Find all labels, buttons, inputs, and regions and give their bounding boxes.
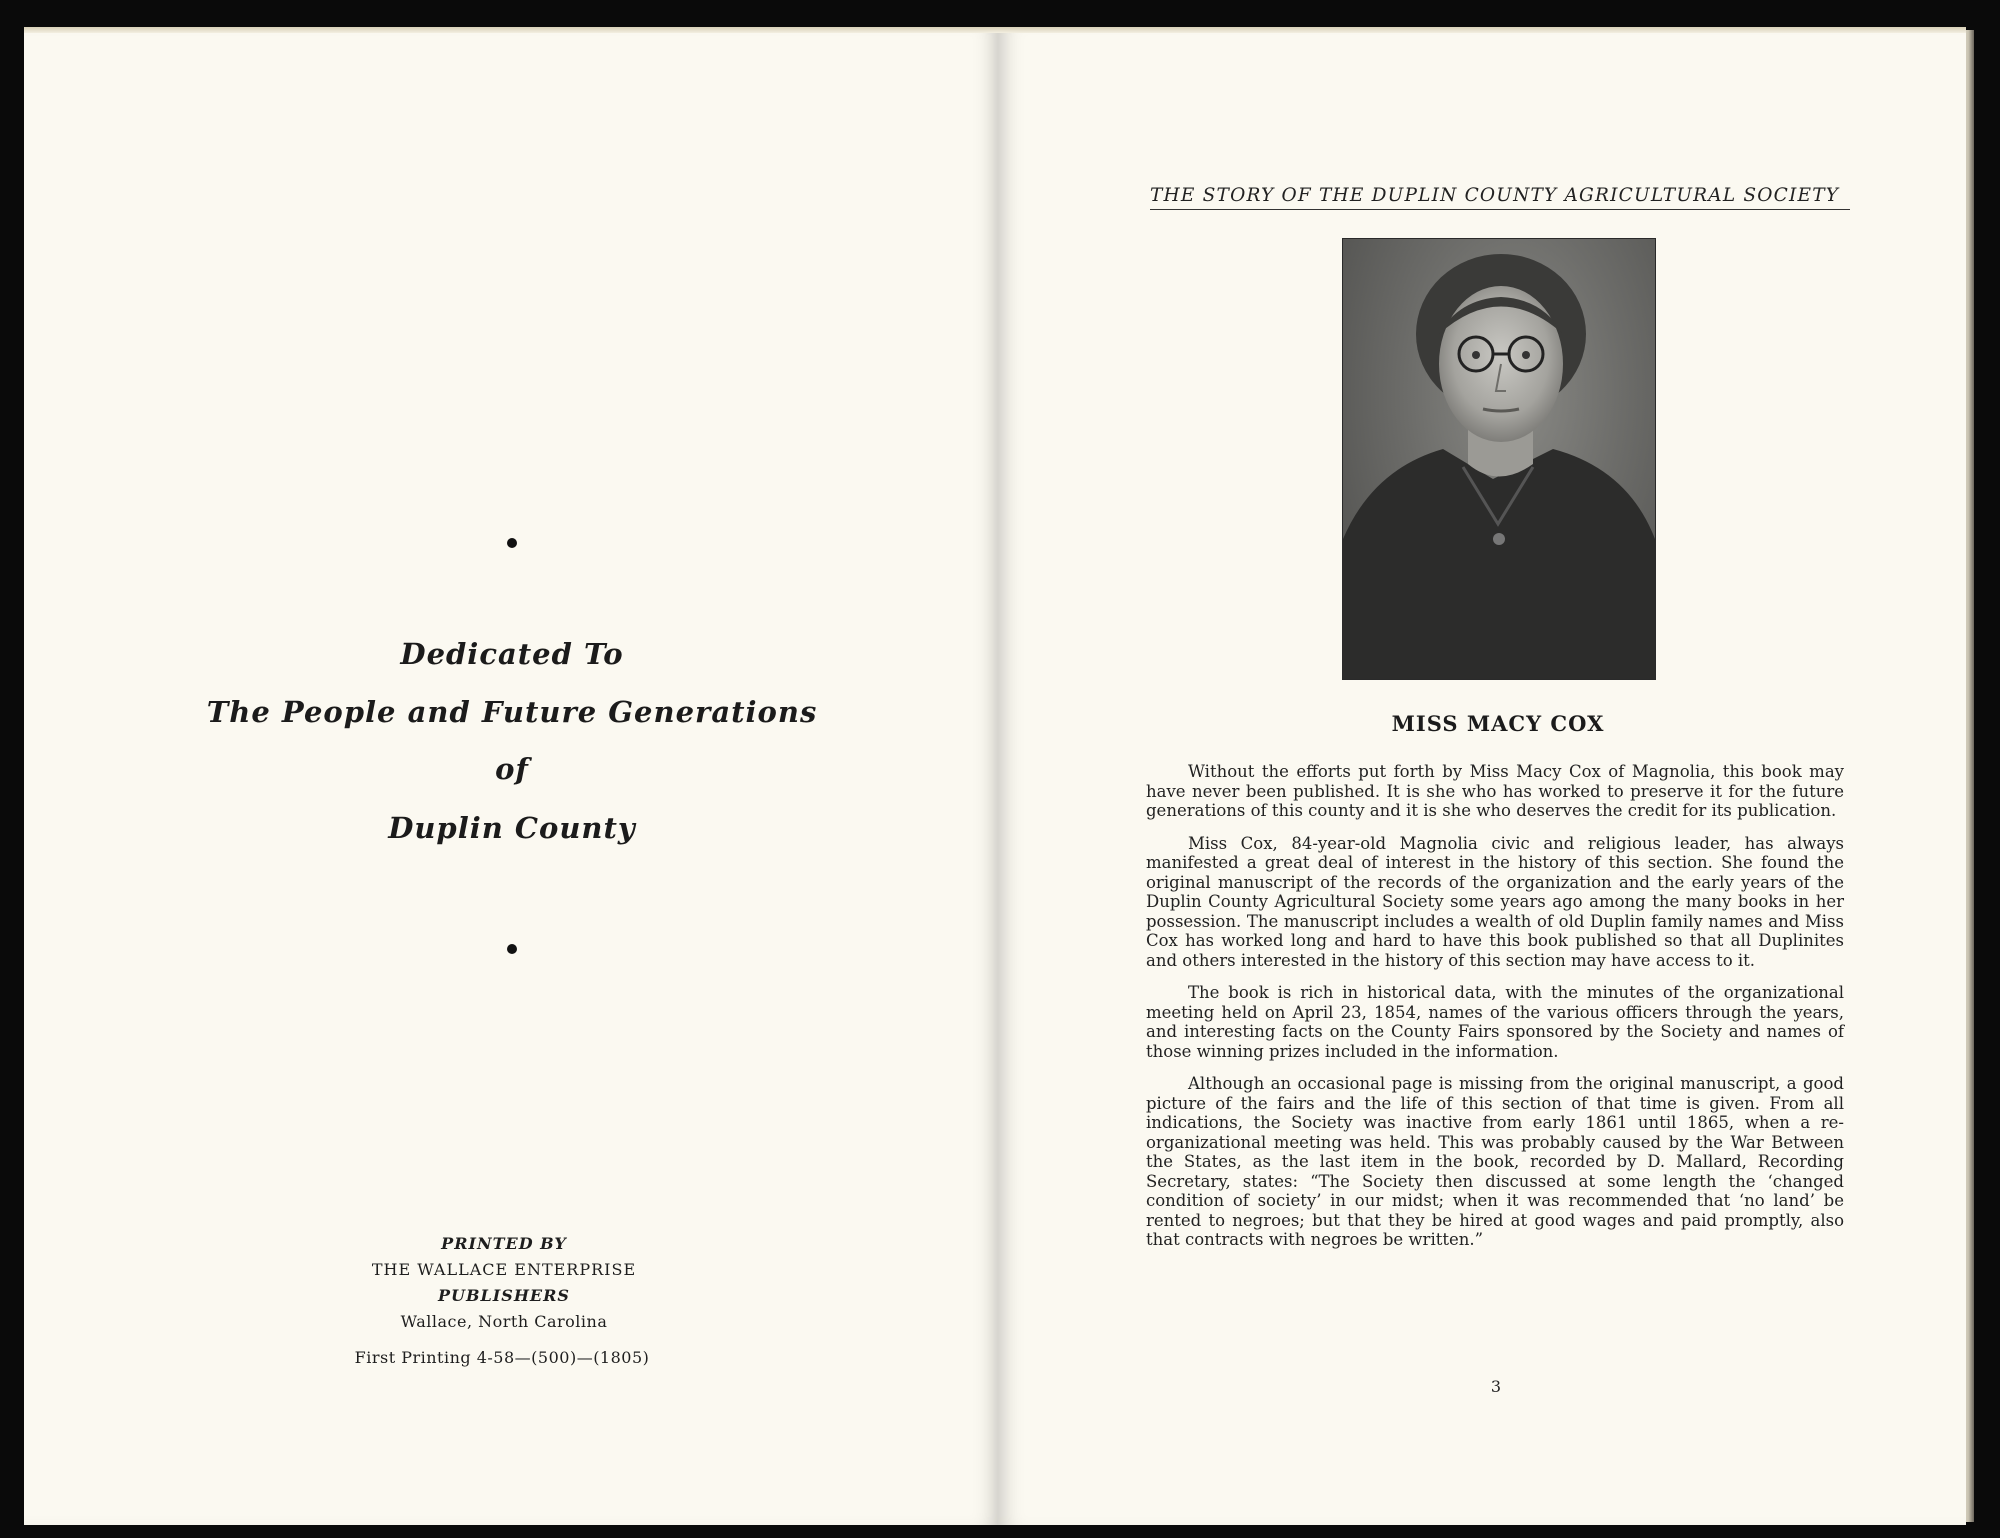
dedication-line-1: Dedicated To	[400, 637, 624, 671]
portrait-photo	[1342, 238, 1656, 680]
left-page	[24, 27, 1000, 1525]
photo-caption: MISS MACY COX	[1391, 711, 1605, 736]
imprint-printing: First Printing 4-58—(500)—(1805)	[354, 1348, 650, 1367]
paragraph: Although an occasional page is missing from the original manuscript, a good picture of the fairs and the life of this section of that time is given. From all indications, the Society was inactive from early 1861 until 1865, when a re-organizational meeting was held. This was probably caused by the War Between the States, as the last item in the book, recorded by D. Mallard, Recording Secretary, states: “The Society then discussed at some length the ‘changed condition of society’ in our midst; when it was recommended that ‘no land’ be rented to negroes; but that they be hired at good wages and paid promptly, also that contracts with negroes be written.”	[1146, 1074, 1844, 1249]
running-head: THE STORY OF THE DUPLIN COUNTY AGRICULTURAL SOCIETY	[1150, 185, 1850, 210]
paragraph: The book is rich in historical data, with the minutes of the organizational meeting held on April 23, 1854, names of the various officers through the years, and interesting facts on the County Fairs sponsored by the Society and names of those winning prizes included in the information.	[1146, 983, 1844, 1061]
dedication-line-4: Duplin County	[388, 811, 636, 845]
imprint-printed-by: PRINTED BY	[441, 1234, 567, 1253]
imprint-publishers: PUBLISHERS	[438, 1286, 570, 1305]
portrait-illustration	[1343, 239, 1655, 679]
dedication-line-2: The People and Future Generations	[206, 695, 818, 729]
page-number: 3	[1490, 1377, 1502, 1396]
imprint-location: Wallace, North Carolina	[400, 1312, 608, 1331]
imprint-company: THE WALLACE ENTERPRISE	[371, 1260, 637, 1279]
ornament-bullet-bottom	[507, 944, 517, 954]
right-page	[998, 27, 1966, 1525]
ornament-bullet-top	[507, 538, 517, 548]
page-top-edge	[998, 27, 1966, 33]
paragraph: Miss Cox, 84-year-old Magnolia civic and religious leader, has always manifested a great deal of interest in the history of this section. She found the original manuscript of the records of the organization and the early years of the Duplin County Agricultural Society some years ago among the many books in her possession. The manuscript includes a wealth of old Duplin family names and Miss Cox has worked long and hard to have this book published so that all Duplinites and others interested in the history of this section may have access to it.	[1146, 833, 1844, 970]
body-text	[1146, 762, 1844, 1263]
page-top-edge	[24, 27, 1000, 33]
paragraph: Without the efforts put forth by Miss Macy Cox of Magnolia, this book may have never been published. It is she who has worked to preserve it for the future generations of this county and it is she who deserves the credit for its publication.	[1146, 762, 1844, 820]
dedication-line-3: of	[495, 752, 529, 786]
